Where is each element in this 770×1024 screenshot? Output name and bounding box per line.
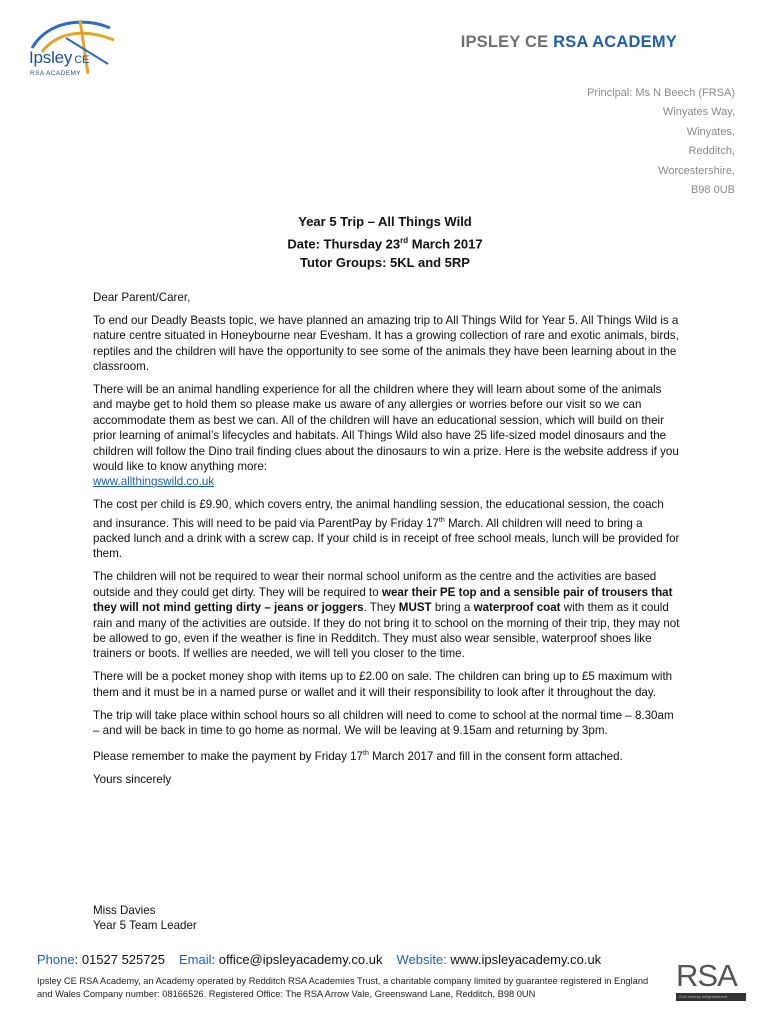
address-line: Winyates Way, [662,106,735,119]
address-line: Worcestershire, [658,164,735,177]
heading-date-sup: rd [400,236,409,245]
letter-body [93,290,683,795]
reminder-sup: th [363,749,369,757]
phone-label: Phone [37,952,75,967]
letter-heading [0,212,770,272]
address-line: Principal: Ms N Beech (FRSA) [587,87,735,99]
clothing-text-c: bring a [431,601,474,615]
paragraph-handling-text: There will be an animal handling experience for all the children where they will learn about some of the animals and maybe get to hold them so please make us aware of any allergies or worries before our visit so we can accommodate them as best we can. All of the children will have an educational session, which will build on their prior learning of animal’s lifecycles and habitats. All Things Wild also have 25 life-sized model dinosaurs and the children will follow the Dino trail finding clues about the dinosaurs to win a prize. Here is the website address if you would like to know anything more: [93,383,679,474]
signatory-name: Miss Davies [93,904,156,917]
rsa-logo [676,958,746,1001]
paragraph-reminder [93,746,683,764]
rsa-logo-tagline: 21st century enlightenment [676,993,746,1001]
school-logo [22,18,122,80]
clothing-bold-must: MUST [398,601,432,615]
clothing-text-a: The children will not be required to wear their normal school uniform as the centre and the activities are based outside and they could get dirty. They will be required to [93,570,657,599]
clothing-text-b: . They [363,601,399,615]
contact-line [37,952,601,967]
paragraph-cost-text: The cost per child is £9.90, which covers entry, the animal handling session, the educational session, the coach and insurance. This will need to be paid via ParentPay by Friday 17 [93,498,664,530]
address-block [587,84,735,200]
paragraph-intro: To end our Deadly Beasts topic, we have planned an amazing trip to All Things Wild for Year 5. All Things Wild is a nature centre situated in Honeybourne near Evesham. It has a growing collection of rare and exotic animals, birds, reptiles and the children will have the opportunity to see some of the animals they have been learning about in the classroom. [93,313,679,374]
paragraph-pocket-money: There will be a pocket money shop with items up to £2.00 on sale. The children can bring up to £5 maximum with them and it must be in a named purse or wallet and it will their responsibility to look after it throughout the day. [93,670,673,699]
paragraph-cost-rest: March. All children will need to bring a packed lunch and a drink with a screw cap. If your child is in receipt of free school meals, lunch will be provided for them. [93,516,680,561]
email-address[interactable]: : office@ipsleyacademy.co.uk [211,952,383,967]
reminder-rest: March 2017 and fill in the consent form attached. [368,749,623,763]
school-title [461,33,677,52]
heading-date [0,231,770,253]
heading-groups: Tutor Groups: 5KL and 5RP [300,255,470,271]
paragraph-cost [93,497,683,561]
phone-number: : 01527 525725 [74,952,165,967]
website-label: Website: [396,952,447,967]
closing: Yours sincerely [93,772,172,786]
clothing-text-d: with them as it could rain and many of the activities are outside. If they do not bring it to school on the morning of their trip, they may not be allowed to go, even if the weather is fine in Redditch. They must also wear sensible, waterproof shoes like trainers or boots. If wellies are needed, we will tell you closer to the time. [93,601,680,661]
signature-block [93,903,197,934]
heading-trip: Year 5 Trip – All Things Wild [298,214,472,229]
paragraph-handling [93,382,683,490]
address-line: B98 0UB [690,184,735,197]
website-address[interactable]: www.ipsleyacademy.co.uk [446,952,602,967]
email-label: Email [178,952,212,967]
logo-subtitle: RSA ACADEMY [30,70,81,77]
clothing-bold-pe: wear their PE top and a sensible pair of trousers that they will not mind getting dirty – jeans or joggers [93,585,673,615]
heading-date-month: March 2017 [408,236,483,252]
paragraph-cost-sup: th [438,516,445,524]
school-title-main: IPSLEY CE [460,33,554,51]
school-title-accent: RSA ACADEMY [553,33,677,51]
address-line: Redditch, [688,145,735,158]
greeting: Dear Parent/Carer, [93,291,191,304]
address-line: Winyates, [686,125,735,138]
clothing-bold-coat: waterproof coat [473,601,561,615]
website-link[interactable]: www.allthingswild.co.uk [93,475,215,489]
logo-ce-text: CE [74,54,90,66]
logo-name-text: Ipsley [29,48,73,67]
heading-date-text: Date: Thursday 23 [287,236,401,252]
signatory-role: Year 5 Team Leader [93,919,197,933]
rsa-logo-word: RSA [676,958,737,993]
footer-legal-text: Ipsley CE RSA Academy, an Academy operated by Redditch RSA Academies Trust, a charitable company limited by guarantee registered in England and Wales Company number: 08166526. Registered Office: The RSA Arrow Vale, Greenswand Lane, Redditch, B98 0UN [37,976,649,999]
paragraph-clothing [93,569,683,661]
reminder-text: Please remember to make the payment by Friday 17 [93,749,364,763]
paragraph-timing: The trip will take place within school hours so all children will need to come to school at the normal time – 8.30am – and will be back in time to go home as normal. We will be leaving at 9.15am and returning by 3pm. [93,708,674,738]
